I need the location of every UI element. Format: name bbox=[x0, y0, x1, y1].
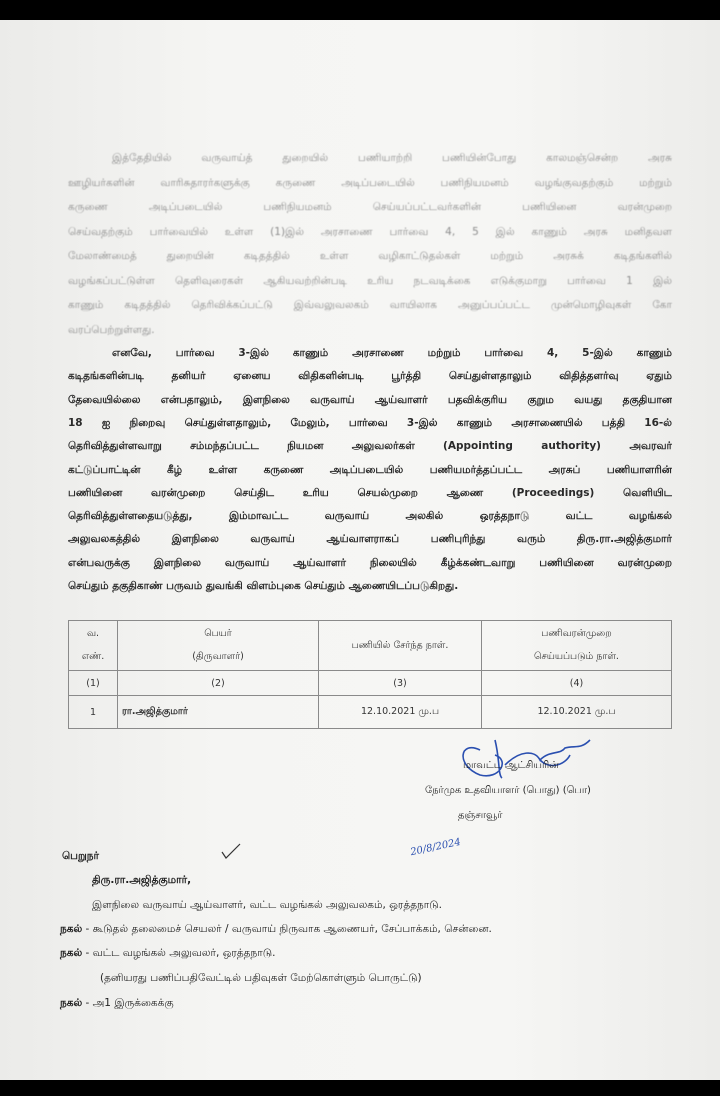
copy-text: - கூடுதல் தலைமைச் செயலர் / வருவாய் நிருவாக ஆணையர், சேப்பாக்கம், சென்னை. bbox=[85, 923, 492, 935]
copy-2 bbox=[60, 947, 275, 960]
text-line: மேலாண்மைத் துறையின் கடிதத்தில் உள்ள வழிகாட்டுதல்கள் மற்றும் அரசுக் கடிதங்களில் bbox=[68, 250, 672, 262]
column-number: (1) bbox=[69, 671, 118, 696]
copy-label: நகல் bbox=[60, 947, 83, 959]
copy-1 bbox=[60, 923, 492, 936]
copy-text: - வட்ட வழங்கல் அலுவலர், ஒரத்தநாடு. bbox=[85, 947, 276, 959]
copy-note: (தனியரது பணிப்பதிவேட்டில் பதிவுகள் மேற்கொள்ளும் பொருட்டு) bbox=[100, 972, 422, 984]
signatory-line-3: தஞ்சாவூர் bbox=[458, 810, 503, 821]
text-line: கட்டுப்பாட்டின் கீழ் உள்ள கருணை அடிப்படையில் பணியமர்த்தப்பட்ட அரசுப் பணியாளரின் bbox=[68, 463, 672, 476]
table-header-row bbox=[69, 621, 672, 671]
text-line: இத்தேதியில் வருவாய்த் துறையில் பணியாற்றி பணியின்போது காலமஞ்சென்ற அரசு bbox=[112, 152, 672, 164]
recipient-address: இளநிலை வருவாய் ஆய்வாளர், வட்ட வழங்கல் அலுவலகம், ஒரத்தநாடு. bbox=[92, 899, 442, 911]
recipient-name: திரு.ரா.அஜித்குமார், bbox=[92, 874, 192, 886]
text-line: 18 ஐ நிறைவு செய்துள்ளதாலும், மேலும், பார்வை 3-இல் காணும் அரசாணையில் பத்தி 16-ல் bbox=[68, 416, 672, 429]
header-text: எண். bbox=[81, 651, 105, 662]
cell-name: ரா.அஜித்குமார் bbox=[118, 696, 319, 729]
text-line: கருணை அடிப்படையில் பணிநியமனம் செய்யப்பட்டவர்களின் பணியினை வரன்முறை bbox=[68, 201, 672, 213]
text-line: தேவையில்லை என்பதாலும், இளநிலை வருவாய் ஆய்வாளர் பதவிக்குரிய குறும வயது தகுதியான bbox=[68, 393, 672, 406]
regularization-table bbox=[68, 620, 672, 729]
column-number: (3) bbox=[319, 671, 482, 696]
text-line: எனவே, பார்வை 3-இல் காணும் அரசாணை மற்றும் பார்வை 4, 5-இல் காணும் bbox=[112, 347, 672, 359]
cell-serial: 1 bbox=[69, 696, 118, 729]
copy-label: நகல் bbox=[60, 997, 83, 1009]
text-line: பணியினை வரன்முறை செய்திட உரிய செயல்முறை ஆணை (Proceedings) வெளியிட bbox=[68, 486, 672, 499]
signatory-line-1: மாவட்ட ஆட்சியரின் bbox=[463, 760, 559, 771]
header-serial bbox=[69, 621, 118, 671]
column-number: (2) bbox=[118, 671, 319, 696]
header-text: பணிவரன்முறை bbox=[541, 628, 612, 639]
cell-regularization-date: 12.10.2021 மு.ப bbox=[482, 696, 672, 729]
text-line: கடிதங்களின்படி தனியர் ஏனைய விதிகளின்படி பூர்த்தி செய்துள்ளதாலும் விதித்தளர்வு ஏதும் bbox=[68, 370, 672, 383]
signatory-line-2: நேர்முக உதவியாளர் (பொது) (பொ) bbox=[425, 785, 591, 796]
column-number: (4) bbox=[482, 671, 672, 696]
cell-join-date: 12.10.2021 மு.ப bbox=[319, 696, 482, 729]
header-text: செய்யப்படும் நாள். bbox=[534, 651, 619, 662]
header-text: பெயர் bbox=[204, 628, 232, 639]
column-number-row bbox=[69, 671, 672, 696]
text-line: அலுவலகத்தில் இளநிலை வருவாய் ஆய்வாளராகப் பணிபுரிந்து வரும் திரு.ரா.அஜித்குமார் bbox=[68, 533, 672, 546]
text-line: வரப்பெற்றுள்ளது. bbox=[68, 323, 155, 336]
text-line: ஊழியர்களின் வாரிசுதாரர்களுக்கு கருணை அடிப்படையில் பணிநியமனம் வழங்குவதற்கும் மற்றும் bbox=[68, 176, 672, 189]
text-line: காணும் கடிதத்தில் தெரிவிக்கப்பட்டு இவ்வலுவலகம் வாயிலாக அனுப்பப்பட்ட முன்மொழிவுகள் கோ bbox=[68, 299, 672, 311]
header-text: (திருவாளர்) bbox=[192, 651, 244, 662]
text-line: தெரிவித்துள்ளதையடுத்து, இம்மாவட்ட வருவாய் அலகில் ஒரத்தநாடு வட்ட வழங்கல் bbox=[68, 510, 672, 523]
copy-label: நகல் bbox=[60, 923, 83, 935]
header-regularization-date bbox=[482, 621, 672, 671]
text-line: செய்வதற்கும் பார்வையில் உள்ள (1)இல் அரசாணை பார்வை 4, 5 இல் காணும் அரசு மனிதவள bbox=[68, 225, 672, 238]
copy-text: - அ1 இருக்கைக்கு bbox=[85, 997, 174, 1009]
header-text: வ. bbox=[86, 628, 100, 639]
text-line: தெரிவித்துள்ளவாறு சம்மந்தப்பட்ட நியமன அலுவலர்கள் (Appointing authority) அவரவர் bbox=[68, 440, 672, 453]
text-line: செய்தும் தகுதிகாண் பருவம் துவங்கி விளம்புகை செய்தும் ஆணையிடப்படுகிறது. bbox=[68, 580, 459, 592]
header-join-date: பணியில் சேர்ந்த நாள். bbox=[319, 621, 482, 671]
text-line: வழங்கப்பட்டுள்ள தெளிவுரைகள் ஆகியவற்றின்படி உரிய நடவடிக்கை எடுக்குமாறு பார்வை 1 இல் bbox=[68, 274, 672, 287]
document-page bbox=[0, 20, 720, 1080]
header-name bbox=[118, 621, 319, 671]
checkmark-icon bbox=[220, 842, 244, 860]
copy-3 bbox=[60, 997, 174, 1010]
handwritten-date: 20/8/2024 bbox=[409, 836, 462, 859]
text-line: என்பவருக்கு இளநிலை வருவாய் ஆய்வாளர் நிலையில் கீழ்க்கண்டவாறு பணியினை வரன்முறை bbox=[68, 556, 672, 569]
recipient-label: பெறுநர் bbox=[62, 850, 99, 862]
